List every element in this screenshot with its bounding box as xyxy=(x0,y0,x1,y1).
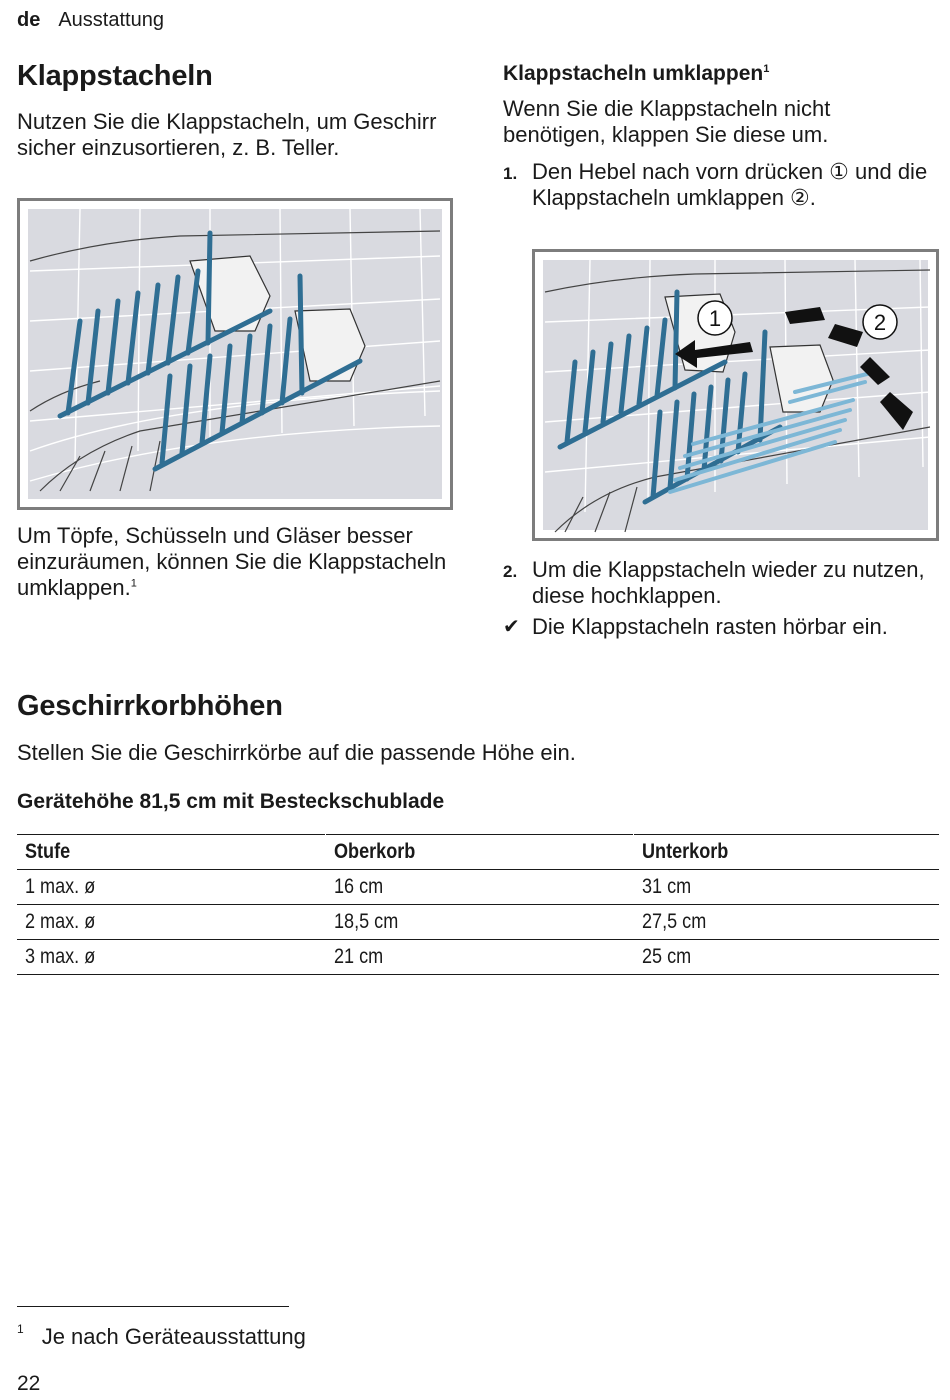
cell-text: 3 max. ø xyxy=(25,945,96,968)
column-header-stufe xyxy=(17,835,325,870)
table-cell xyxy=(325,905,633,940)
cell-text: 31 cm xyxy=(641,875,691,898)
section-title-basket-heights: Geschirrkorbhöhen xyxy=(17,690,283,722)
language-code: de xyxy=(17,9,41,31)
fold-paragraph xyxy=(17,523,457,601)
header-text: Oberkorb xyxy=(333,840,415,863)
running-header xyxy=(17,9,164,32)
result-text: Die Klappstacheln rasten hörbar ein. xyxy=(532,614,888,639)
page-number: 22 xyxy=(17,1372,41,1395)
intro-paragraph: Nutzen Sie die Klappstacheln, um Geschirr sicher einzusortieren, z. B. Teller. xyxy=(17,109,437,160)
table-cell xyxy=(17,940,325,975)
table-header-row xyxy=(17,835,939,870)
table-cell xyxy=(17,905,325,940)
basket-heights-table xyxy=(17,834,939,975)
table-title: Gerätehöhe 81,5 cm mit Besteckschublade xyxy=(17,790,445,813)
table-cell xyxy=(633,905,939,940)
subsection-footnote-ref: 1 xyxy=(763,63,770,75)
cell-text: 21 cm xyxy=(333,945,383,968)
step-text: Den Hebel nach vorn drücken ① und die Klappstacheln umklappen ②. xyxy=(532,159,928,210)
cell-text: 18,5 cm xyxy=(333,910,398,933)
header-text: Stufe xyxy=(25,840,71,863)
callout-1: 1 xyxy=(708,306,722,331)
checkmark-icon: ✔ xyxy=(503,616,520,638)
footnote-mark: 1 xyxy=(17,1322,24,1336)
cell-text: 1 max. ø xyxy=(25,875,96,898)
cell-text: 25 cm xyxy=(641,945,691,968)
table-row xyxy=(17,870,939,905)
section-name: Ausstattung xyxy=(58,9,164,31)
footnote-divider xyxy=(17,1306,289,1307)
table-cell xyxy=(325,870,633,905)
cell-text: 16 cm xyxy=(333,875,383,898)
dish-rack-tines-icon xyxy=(20,201,450,507)
step-text: Um die Klappstacheln wieder zu nutzen, diese hochklappen. xyxy=(532,557,925,608)
figure-fold-down-tines xyxy=(532,249,939,541)
right-intro-paragraph: Wenn Sie die Klappstacheln nicht benötigen, klappen Sie diese um. xyxy=(503,96,831,147)
table-cell xyxy=(633,940,939,975)
table-row xyxy=(17,905,939,940)
section-title-klappstacheln: Klappstacheln xyxy=(17,60,213,92)
column-header-unterkorb xyxy=(633,835,939,870)
fold-tines-instruction-icon xyxy=(535,252,936,538)
table-cell xyxy=(17,870,325,905)
cell-text: 2 max. ø xyxy=(25,910,96,933)
step-number: 1. xyxy=(503,164,518,183)
instruction-result xyxy=(503,614,938,670)
basket-heights-intro: Stellen Sie die Geschirrkörbe auf die passende Höhe ein. xyxy=(17,740,576,765)
figure-folding-tines xyxy=(17,198,453,510)
header-text: Unterkorb xyxy=(641,840,728,863)
table-cell xyxy=(325,940,633,975)
footnote-text: Je nach Geräteausstattung xyxy=(41,1324,306,1349)
callout-2: 2 xyxy=(873,310,887,335)
fold-paragraph-text: Um Töpfe, Schüsseln und Gläser besser einzuräumen, können Sie die Klappstacheln umklappen. xyxy=(17,523,447,600)
instruction-step-2 xyxy=(503,557,938,613)
table-cell xyxy=(633,870,939,905)
subsection-title-text: Klappstacheln umklappen xyxy=(503,62,764,85)
table-row xyxy=(17,940,939,975)
cell-text: 27,5 cm xyxy=(641,910,706,933)
column-header-oberkorb xyxy=(325,835,633,870)
footnote-ref: 1 xyxy=(130,577,137,590)
step-number: 2. xyxy=(503,562,518,581)
footnote xyxy=(17,1324,306,1350)
instruction-step-1 xyxy=(503,159,938,239)
subsection-title xyxy=(503,62,769,86)
